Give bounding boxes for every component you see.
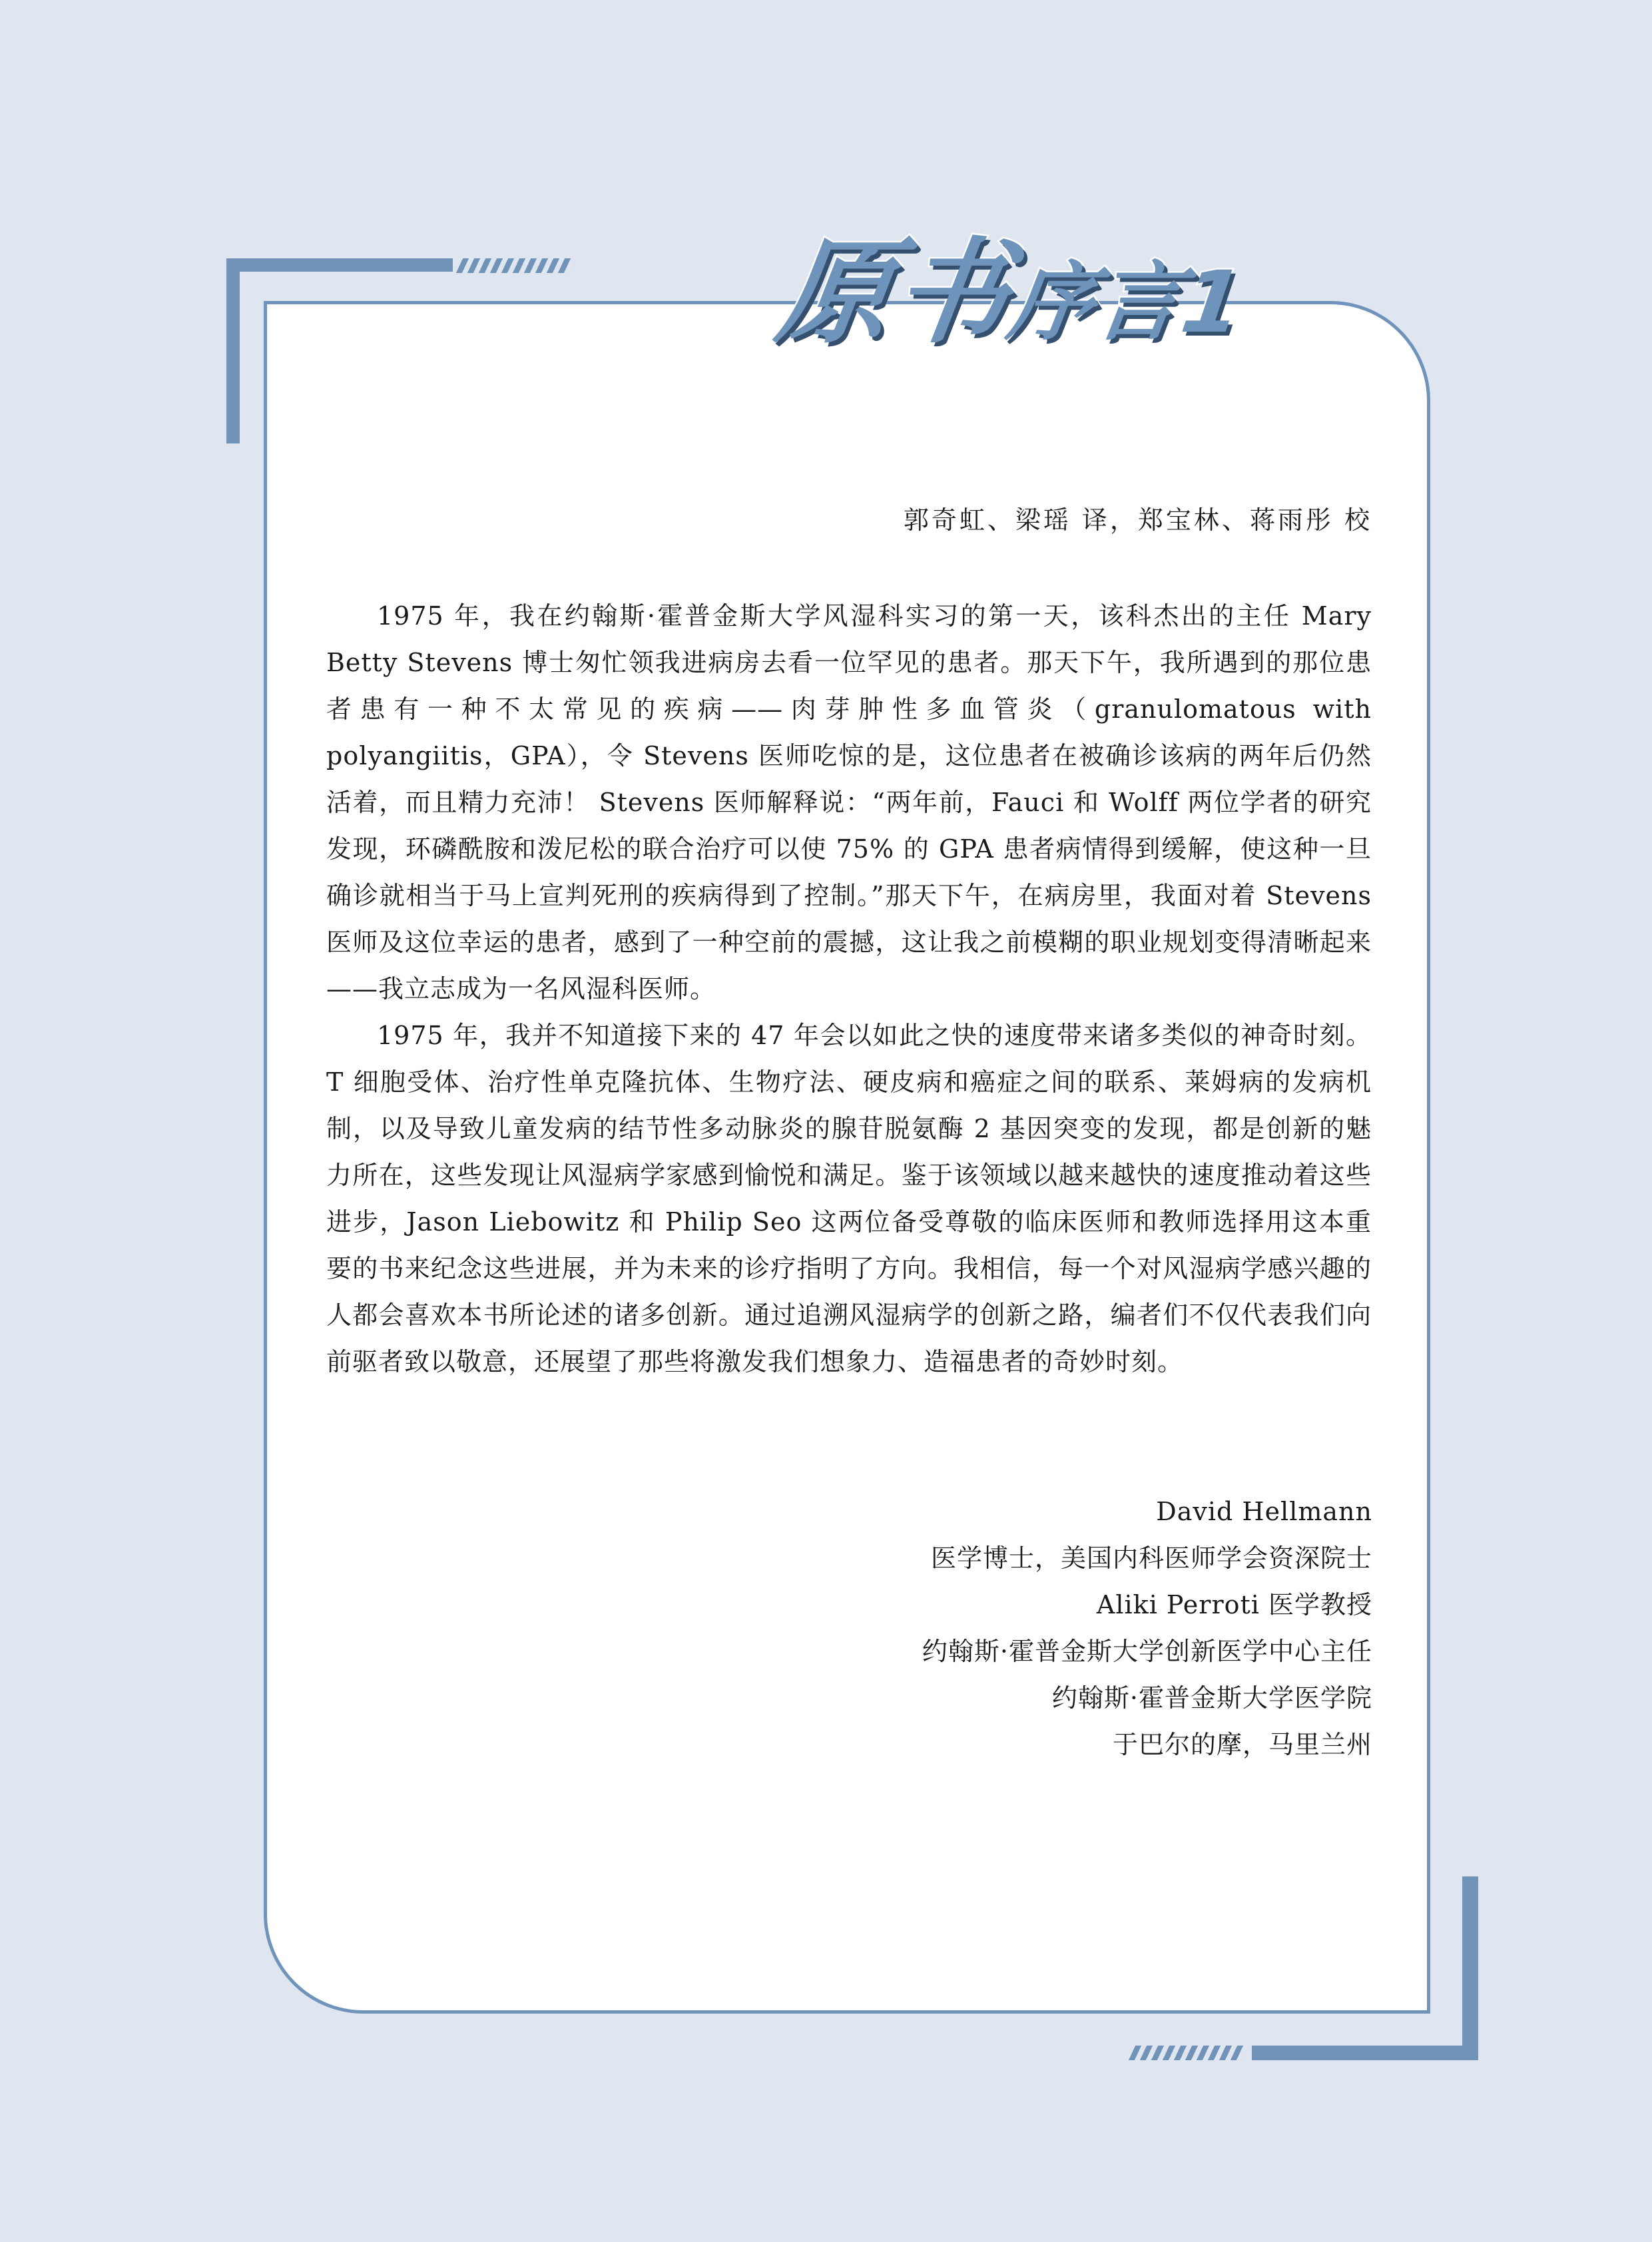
author-institution: 约翰斯·霍普金斯大学医学院 [1051,1683,1372,1713]
title-main: 原书 [770,227,1020,359]
title-sub: 序言1 [1002,253,1250,352]
top-left-corner-bar-vertical [226,258,240,443]
bottom-right-corner-bar-vertical [1462,1876,1478,2060]
page-heading [770,227,1445,370]
author-location: 于巴尔的摩，马里兰州 [1112,1730,1372,1759]
author-name: David Hellmann [1156,1497,1372,1526]
author-degree: 医学博士，美国内科医师学会资深院士 [930,1543,1372,1573]
bottom-right-corner-bar-horizontal [1252,2046,1478,2060]
top-stripes [456,258,576,273]
signature-block [922,1488,1372,1768]
author-professorship: Aliki Perroti 医学教授 [1096,1590,1372,1619]
bottom-stripes [1129,2046,1248,2060]
paragraph-2: 1975 年，我并不知道接下来的 47 年会以如此之快的速度带来诸多类似的神奇时刻。T 细胞受体、治疗性单克隆抗体、生物疗法、硬皮病和癌症之间的联系、莱姆病的发病机制，以及导致儿童发病的结节性多动脉炎的腺苷脱氨酶 2 基因突变的发现，都是创新的魅力所在，这些发现让风湿病学家感到愉悦和满足。鉴于该领域以越来越快的速度推动着这些进步，Jason Liebowitz 和 Philip Seo 这两位备受尊敬的临床医师和教师选择用这本重要的书来纪念这些进展，并为未来的诊疗指明了方向。我相信，每一个对风湿病学感兴趣的人都会喜欢本书所论述的诸多创新。通过追溯风湿病学的创新之路，编者们不仅代表我们向前驱者致以敬意，还展望了那些将激发我们想象力、造福患者的奇妙时刻。 [326,1021,1372,1376]
top-left-corner-bar-horizontal [226,258,453,272]
translator-credit: 郭奇虹、梁瑶 译，郑宝林、蒋雨彤 校 [903,505,1372,535]
preface-body [326,593,1372,1385]
paragraph-1: 1975 年，我在约翰斯·霍普金斯大学风湿科实习的第一天，该科杰出的主任 Mary Betty Stevens 博士匆忙领我进病房去看一位罕见的患者。那天下午，我所遇到的那位患者患有一种不太常见的疾病——肉芽肿性多血管炎（granulomatous with polyangiitis，GPA），令 Stevens 医师吃惊的是，这位患者在被确诊该病的两年后仍然活着，而且精力充沛！ Stevens 医师解释说：“两年前，Fauci 和 Wolff 两位学者的研究发现，环磷酰胺和泼尼松的联合治疗可以使 75% 的 GPA 患者病情得到缓解，使这种一旦确诊就相当于马上宣判死刑的疾病得到了控制。”那天下午，在病房里，我面对着 Stevens 医师及这位幸运的患者，感到了一种空前的震撼，这让我之前模糊的职业规划变得清晰起来——我立志成为一名风湿科医师。 [326,601,1372,1003]
author-position: 约翰斯·霍普金斯大学创新医学中心主任 [922,1637,1372,1666]
page-title [770,227,1252,359]
